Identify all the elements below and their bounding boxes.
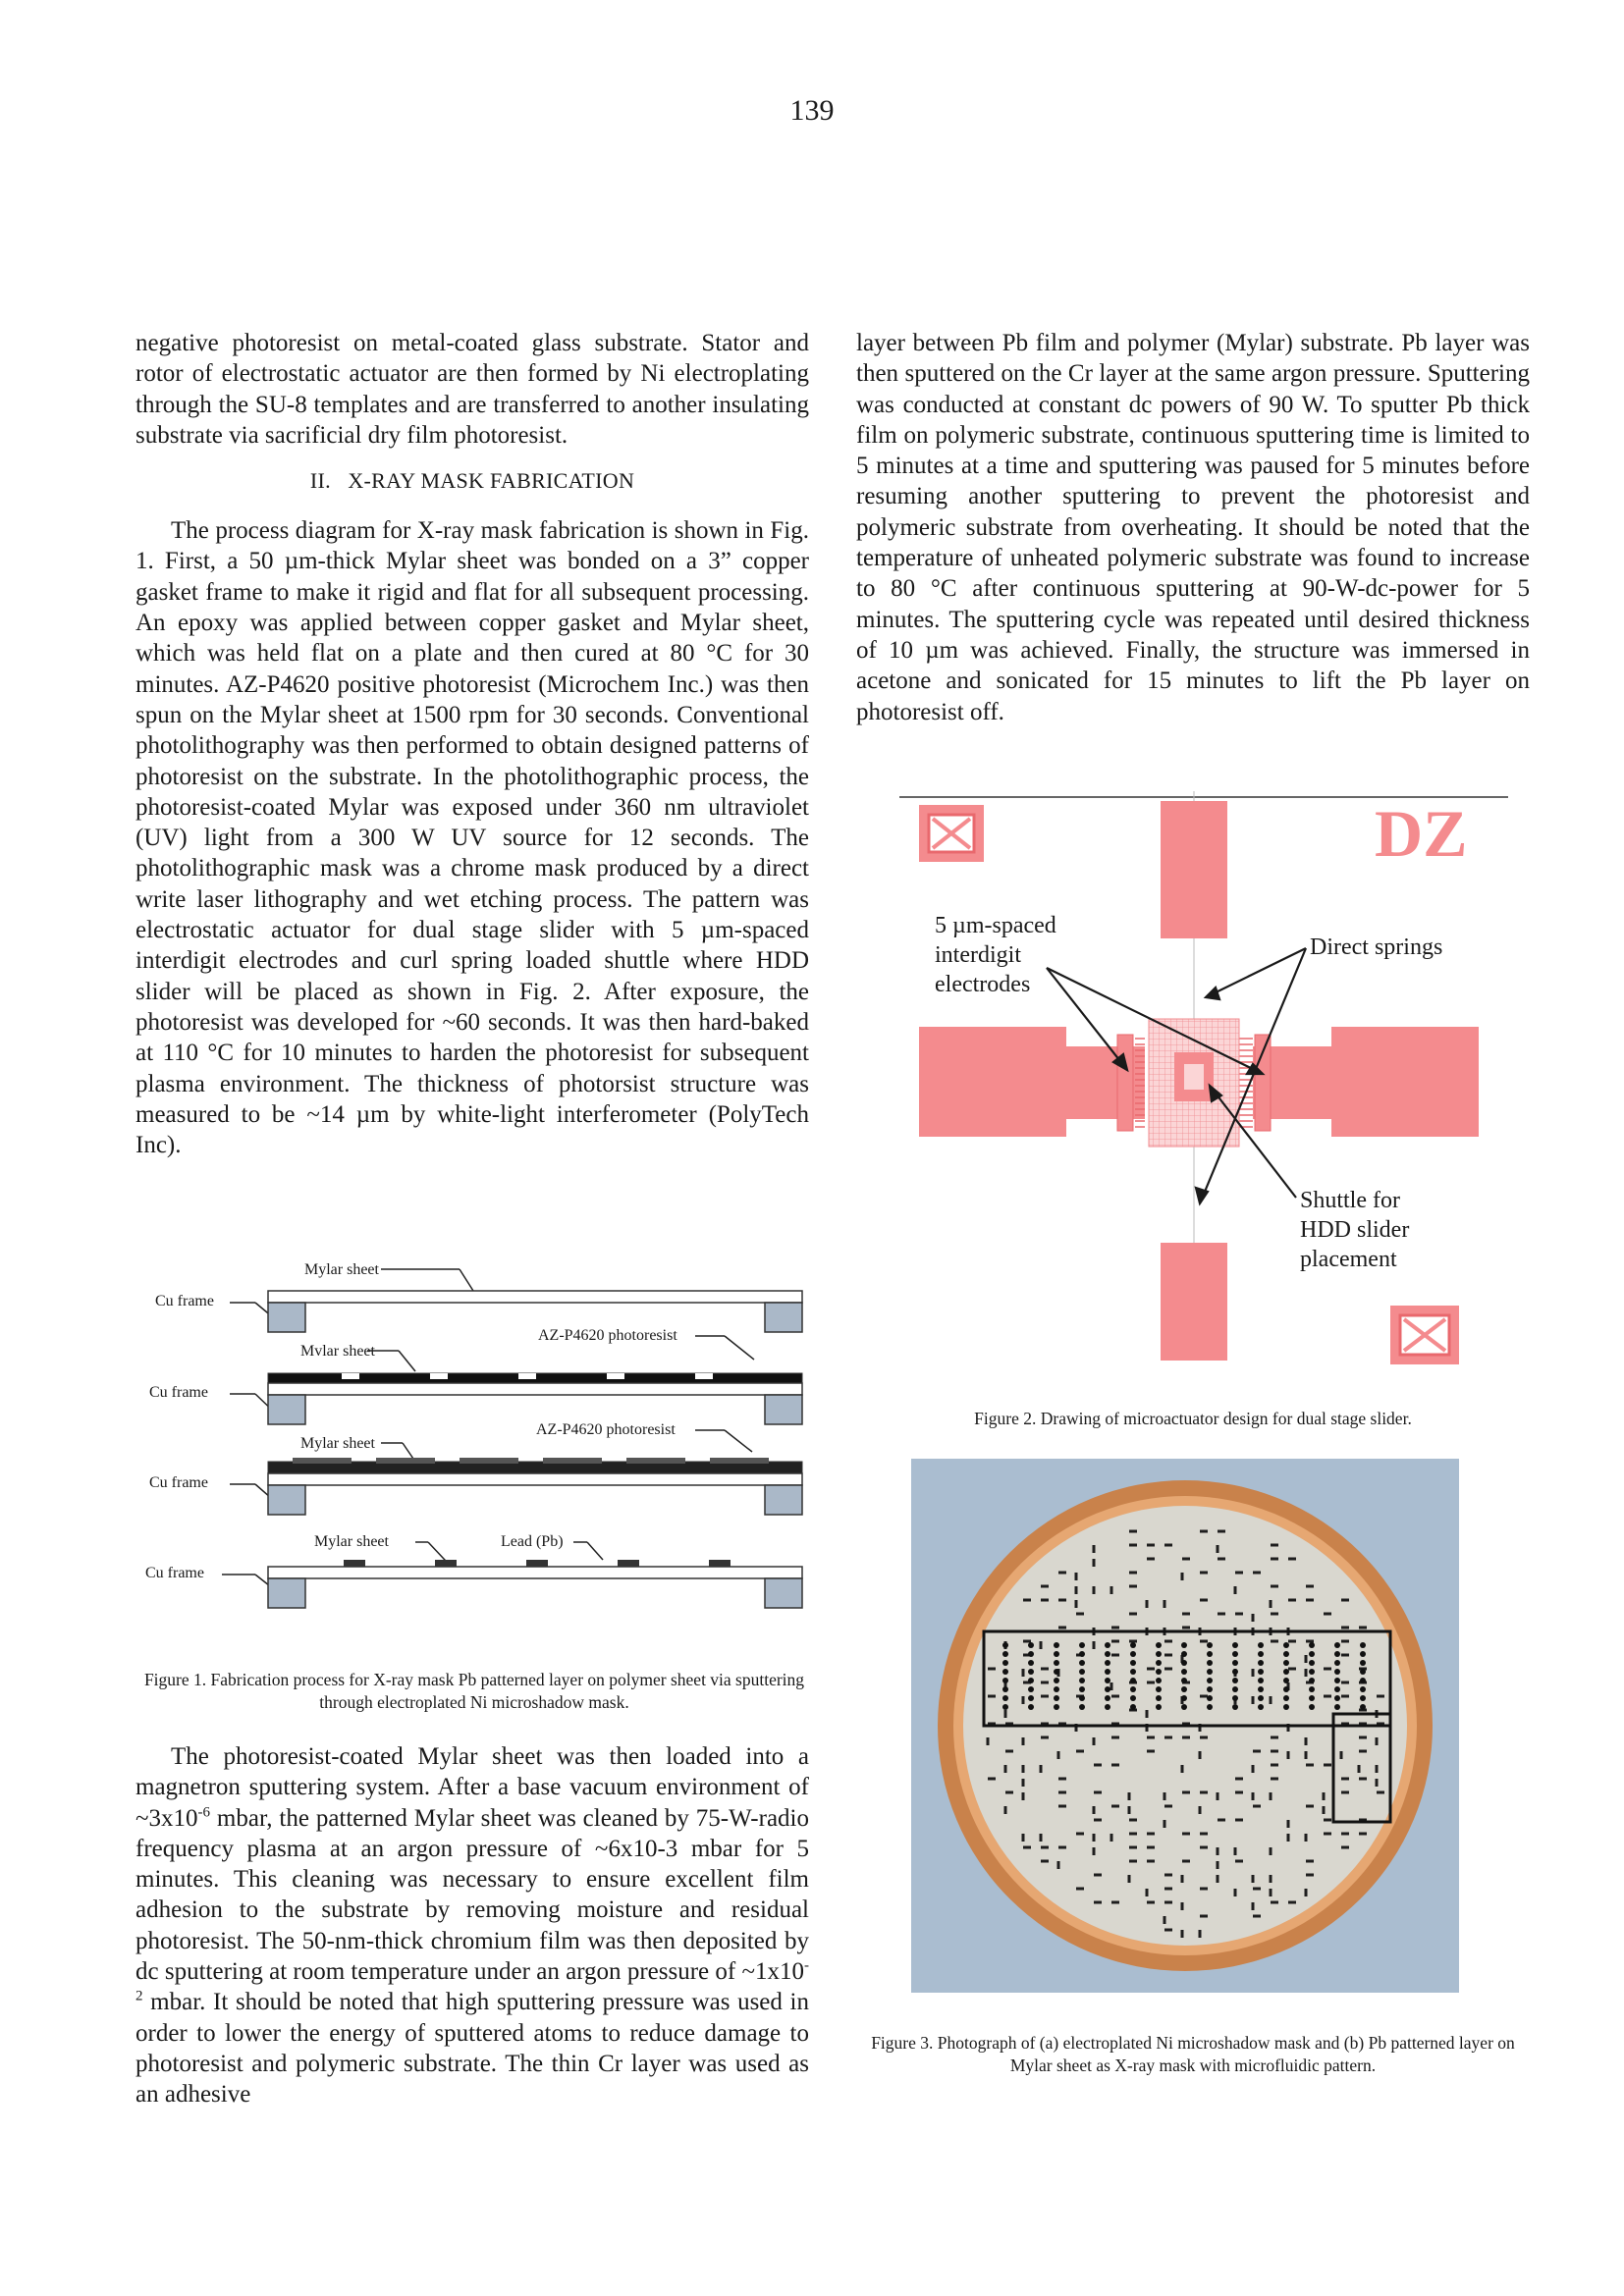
fig2-label-springs: Direct springs bbox=[1310, 934, 1443, 960]
section-heading bbox=[135, 468, 809, 494]
fig2-label-shuttle-3: placement bbox=[1300, 1247, 1397, 1272]
paragraph-sputter bbox=[135, 1741, 809, 2110]
paragraph-sputter-c: mbar. It should be noted that high sputtering pressure was used in order to lower the energy of sputtered atoms to reduce damage to photoresist and polymeric substrate. The thin Cr layer was used as an adhesive bbox=[135, 1989, 809, 2109]
figure-3-photograph bbox=[911, 1459, 1459, 1993]
fig1-label-mylar-1: Mylar sheet bbox=[304, 1261, 379, 1278]
figure-2-caption: Figure 2. Drawing of microactuator design for dual stage slider. bbox=[974, 1409, 1412, 1428]
fig1-label-cuframe-4: Cu frame bbox=[145, 1565, 204, 1581]
section-title: X-RAY MASK FABRICATION bbox=[348, 468, 635, 494]
fig1-label-cuframe-2: Cu frame bbox=[149, 1384, 208, 1401]
paragraph-sputter-a: The photoresist-coated Mylar sheet was then loaded into a magnetron sputtering system. After a base vacuum environment of ~3x10 bbox=[135, 1743, 809, 1832]
fig2-label-shuttle-1: Shuttle for bbox=[1300, 1188, 1400, 1213]
fig1-label-cuframe-3: Cu frame bbox=[149, 1474, 208, 1491]
left-column-top bbox=[135, 328, 809, 1160]
figure-1-diagram bbox=[135, 1252, 809, 1654]
fig2-corner-mark: DZ bbox=[1375, 796, 1468, 871]
left-column-bottom bbox=[135, 1741, 809, 2110]
fig1-label-photoresist-2: AZ-P4620 photoresist bbox=[536, 1421, 676, 1438]
paragraph-sputter-exponent-1: -6 bbox=[197, 1804, 211, 1821]
fig1-label-photoresist-1: AZ-P4620 photoresist bbox=[538, 1327, 677, 1344]
section-numeral: II. bbox=[309, 468, 331, 494]
paragraph-process: The process diagram for X-ray mask fabrication is shown in Fig. 1. First, a 50 µm-thick Mylar sheet was bonded on a 3” copper gasket frame to make it rigid and flat for all subsequent processing. An epoxy was applied between copper gasket and Mylar sheet, which was held flat on a plate and then cured at 80 °C for 30 minutes. AZ-P4620 positive photoresist (Microchem Inc.) was then spun on the Mylar sheet at 1500 rpm for 30 seconds. Conventional photolithography was then performed to obtain designed patterns of photoresist on the substrate. In the photolithographic process, the photoresist-coated Mylar was exposed under 360 nm ultraviolet (UV) light from a 300 W UV source for 12 seconds. The photolithographic mask was a chrome mask produced by a direct write laser lithography and wet etching process. The pattern was electrostatic actuator for dual stage slider with 5 µm-spaced interdigit electrodes and curl spring loaded shuttle where HDD slider will be placed as shown in Fig. 2. After exposure, the photoresist was developed for ~60 seconds. It was then hard-baked at 110 °C for 10 minutes to harden the photoresist for subsequent plasma environment. The thickness of photorsist structure was measured to be ~14 µm by white-light interferometer (PolyTech Inc). bbox=[135, 517, 809, 1159]
fig1-label-mylar-3: Mylar sheet bbox=[300, 1435, 375, 1452]
fig1-label-cuframe-1: Cu frame bbox=[155, 1293, 214, 1309]
right-column-top bbox=[856, 328, 1530, 727]
paragraph-sputter-exponent-2: -2 bbox=[135, 1957, 809, 2005]
paragraph-sputter-b: mbar, the patterned Mylar sheet was cleaned by 75-W-radio frequency plasma at an argon pressure of ~6x10-3 mbar for 5 minutes. This cleaning was necessary to ensure excellent film adhesion to the substrate by removing moisture and residual photoresist. The 50-nm-thick chromium film was then deposited by dc sputtering at room temperature under an argon pressure of ~1x10 bbox=[135, 1804, 809, 1986]
figure-1-caption: Figure 1. Fabrication process for X-ray mask Pb patterned layer on polymer sheet via sputtering through electroplated Ni microshadow mask. bbox=[143, 1670, 805, 1712]
page-number: 139 bbox=[789, 94, 835, 127]
figure-3-caption: Figure 3. Photograph of (a) electroplated Ni microshadow mask and (b) Pb patterned layer on Mylar sheet as X-ray mask with microfluidic pattern. bbox=[871, 2033, 1515, 2075]
fig1-label-mylar-4: Mylar sheet bbox=[314, 1533, 389, 1550]
figure-2-drawing bbox=[899, 791, 1508, 1390]
paragraph-continue: layer between Pb film and polymer (Mylar) substrate. Pb layer was then sputtered on the Cr layer at the same argon pressure. Sputtering was conducted at constant dc powers of 90 W. To sputter Pb thick film on polymeric substrate, continuous sputtering time is limited to 5 minutes at a time and sputtering was paused for 5 minutes before resuming another sputtering to prevent the photoresist and polymeric substrate from overheating. It should be noted that the temperature of unheated polymeric substrate was found to increase to 80 °C after continuous sputtering at 90-W-dc-power for 5 minutes. The sputtering cycle was repeated until desired thickness of 10 µm was achieved. Finally, the structure was immersed in acetone and sonicated for 15 minutes to lift the Pb layer on photoresist off. bbox=[856, 330, 1530, 725]
fig2-label-electrodes-2: interdigit bbox=[935, 942, 1021, 968]
fig2-label-electrodes-1: 5 µm-spaced bbox=[935, 913, 1056, 938]
fig2-label-shuttle-2: HDD slider bbox=[1300, 1217, 1410, 1243]
fig2-label-electrodes-3: electrodes bbox=[935, 972, 1031, 997]
paragraph-intro: negative photoresist on metal-coated glass substrate. Stator and rotor of electrostatic actuator are then formed by Ni electroplating through the SU-8 templates and are transferred to another insulating substrate via sacrificial dry film photoresist. bbox=[135, 330, 809, 449]
fig1-label-mylar-2: Mvlar sheet bbox=[300, 1343, 375, 1360]
fig1-label-lead: Lead (Pb) bbox=[501, 1533, 564, 1550]
